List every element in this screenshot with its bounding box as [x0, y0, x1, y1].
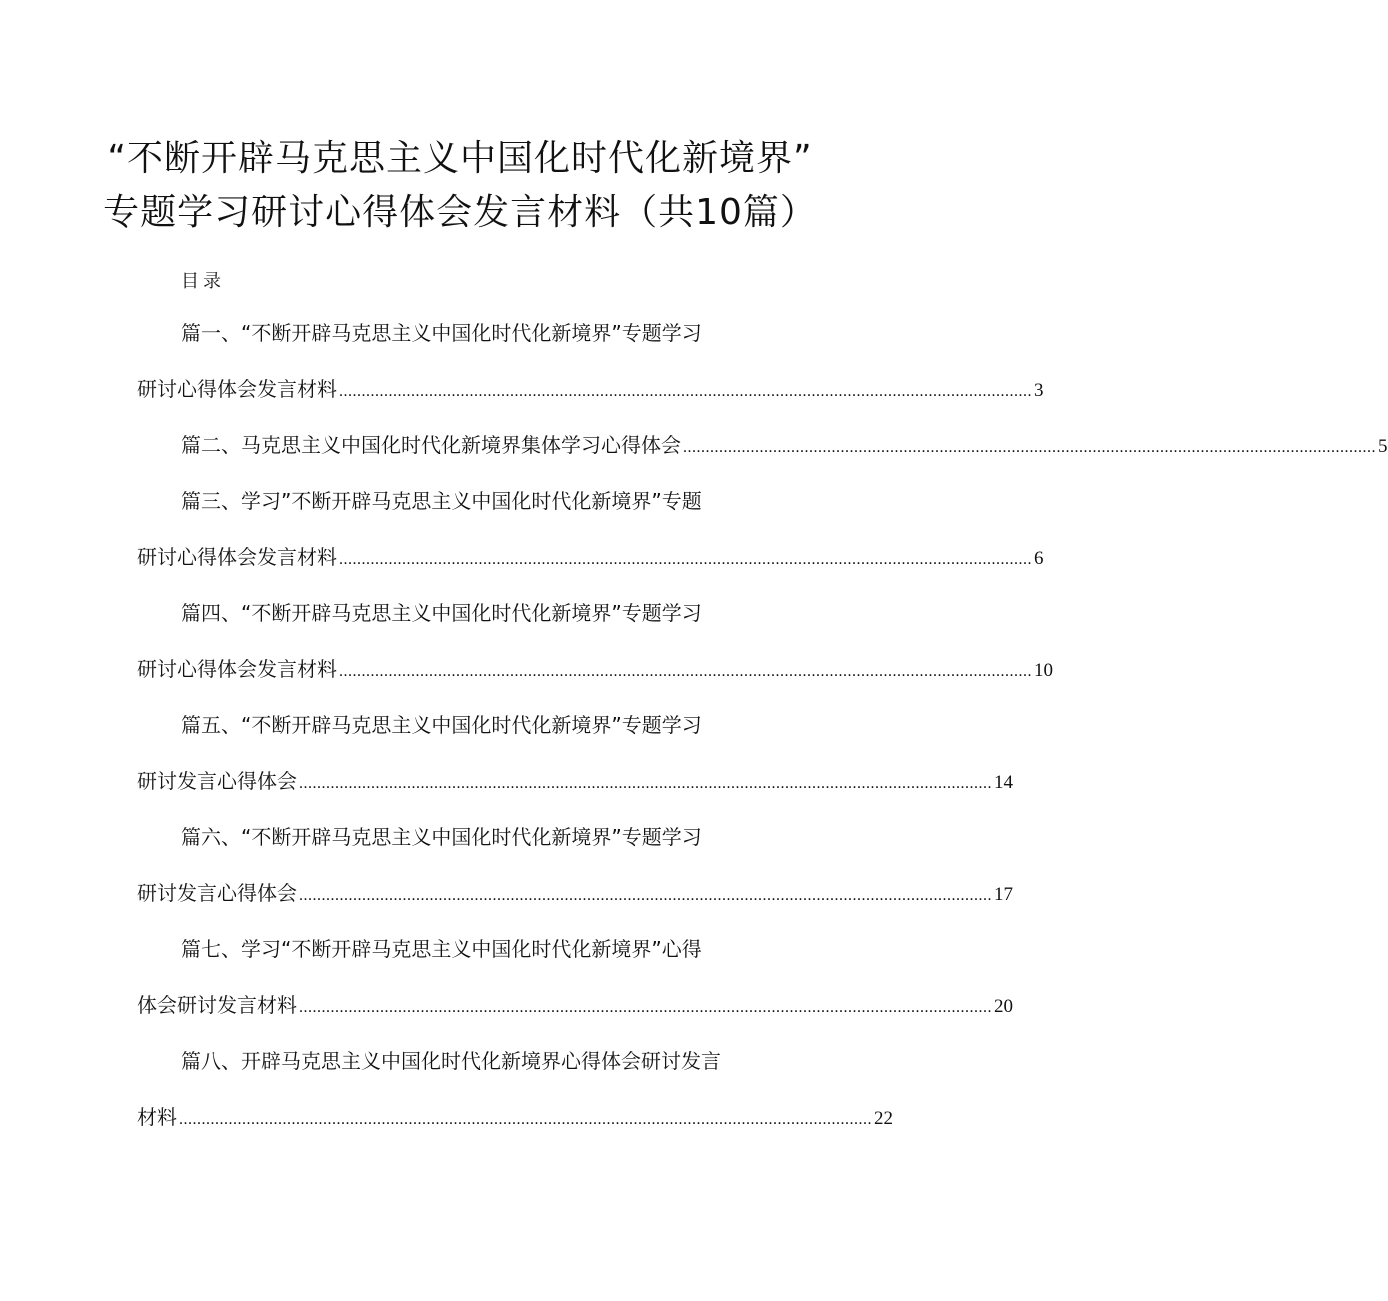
document-title-line-1: “不断开辟马克思主义中国化时代化新境界” [107, 138, 813, 179]
toc-entry-text: 研讨心得体会发言材料 [137, 545, 337, 569]
toc-page-number: 10 [1034, 660, 1053, 681]
toc-entry-4-line-2[interactable] [137, 654, 1053, 684]
toc-heading: 目录 [181, 271, 225, 292]
toc-entry-3-line-1[interactable]: 篇三、学习”不断开辟马克思主义中国化时代化新境界”专题 [181, 489, 702, 513]
toc-entry-6-line-1[interactable]: 篇六、“不断开辟马克思主义中国化时代化新境界”专题学习 [181, 825, 702, 849]
toc-entry-8-line-1[interactable]: 篇八、开辟马克思主义中国化时代化新境界心得体会研讨发言 [181, 1049, 721, 1073]
toc-entry-7-line-1[interactable]: 篇七、学习“不断开辟马克思主义中国化时代化新境界”心得 [181, 937, 702, 961]
toc-entry-text: 研讨心得体会发言材料 [137, 377, 337, 401]
document-title-line-2: 专题学习研讨心得体会发言材料（共10篇） [103, 192, 817, 233]
toc-entry-5-line-1[interactable]: 篇五、“不断开辟马克思主义中国化时代化新境界”专题学习 [181, 713, 702, 737]
toc-page-number: 20 [994, 996, 1013, 1017]
toc-entry-1-line-1[interactable]: 篇一、“不断开辟马克思主义中国化时代化新境界”专题学习 [181, 321, 702, 345]
toc-leader-dots: .......................................................................................................................................................... [299, 999, 992, 1016]
toc-entry-7-line-2[interactable] [137, 990, 1013, 1020]
toc-page-number: 6 [1034, 548, 1044, 569]
toc-page-number: 22 [874, 1108, 893, 1129]
toc-page-number: 3 [1034, 380, 1044, 401]
toc-leader-dots: .......................................................................................................................................................... [339, 551, 1032, 568]
toc-leader-dots: .......................................................................................................................................................... [179, 1111, 872, 1128]
toc-entry-text: 研讨心得体会发言材料 [137, 657, 337, 681]
toc-entry-2[interactable] [181, 430, 1388, 460]
toc-leader-dots: .......................................................................................................................................................... [339, 663, 1032, 680]
toc-page-number: 17 [994, 884, 1013, 905]
toc-entry-text: 材料 [137, 1105, 177, 1129]
toc-entry-4-line-1[interactable]: 篇四、“不断开辟马克思主义中国化时代化新境界”专题学习 [181, 601, 702, 625]
toc-entry-8-line-2[interactable] [137, 1102, 893, 1132]
toc-leader-dots: .......................................................................................................................................................... [299, 775, 992, 792]
toc-entry-text: 研讨发言心得体会 [137, 769, 297, 793]
toc-entry-5-line-2[interactable] [137, 766, 1013, 796]
toc-page-number: 5 [1378, 436, 1388, 457]
toc-entry-6-line-2[interactable] [137, 878, 1013, 908]
toc-entry-3-line-2[interactable] [137, 542, 1044, 572]
toc-leader-dots: .......................................................................................................................................................... [339, 383, 1032, 400]
toc-entry-1-line-2[interactable] [137, 374, 1044, 404]
toc-entry-text: 篇二、马克思主义中国化时代化新境界集体学习心得体会 [181, 433, 681, 457]
toc-leader-dots: .......................................................................................................................................................... [683, 439, 1376, 456]
toc-leader-dots: .......................................................................................................................................................... [299, 887, 992, 904]
toc-entry-text: 研讨发言心得体会 [137, 881, 297, 905]
toc-page-number: 14 [994, 772, 1013, 793]
toc-entry-text: 体会研讨发言材料 [137, 993, 297, 1017]
